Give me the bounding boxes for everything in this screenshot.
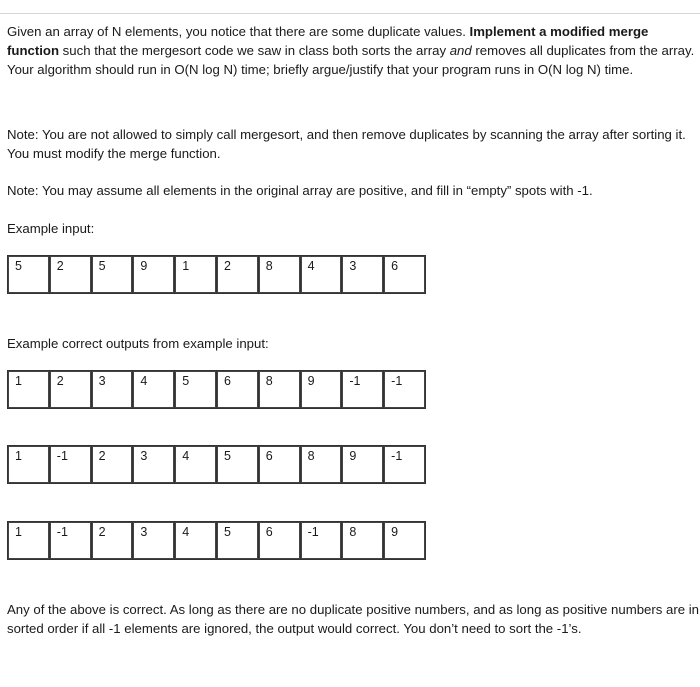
intro-text-1: Given an array of N elements, you notice that there are some duplicate values. xyxy=(7,24,470,39)
array-cell: 9 xyxy=(342,446,384,484)
array-cell: 6 xyxy=(384,256,426,294)
array-cell: 9 xyxy=(133,256,175,294)
note-assume-positive: Note: You may assume all elements in the original array are positive, and fill in “empty” spots with -1. xyxy=(7,183,593,198)
array-cell: 9 xyxy=(300,371,342,409)
array-cell: 2 xyxy=(49,371,91,409)
array-cell: 5 xyxy=(216,446,258,484)
array-cell: 4 xyxy=(300,256,342,294)
note-no-scan: Note: You are not allowed to simply call mergesort, and then remove duplicates by scanning the array after sorting it. You must modify the merge function. xyxy=(7,127,686,161)
intro-paragraph xyxy=(7,22,699,79)
array-cell: 3 xyxy=(133,522,175,560)
array-cell: 2 xyxy=(49,256,91,294)
array-cell: 4 xyxy=(133,371,175,409)
array-cell: 8 xyxy=(342,522,384,560)
array-cell: 3 xyxy=(91,371,133,409)
array-cell: 6 xyxy=(258,446,300,484)
array-cell: 5 xyxy=(8,256,50,294)
array-cell: -1 xyxy=(384,446,426,484)
array-cell: 4 xyxy=(175,522,217,560)
example-input-label: Example input: xyxy=(7,221,95,236)
example-output-array-3 xyxy=(7,521,426,560)
array-cell: 6 xyxy=(216,371,258,409)
array-cell: 2 xyxy=(91,522,133,560)
example-output-array-1 xyxy=(7,370,426,409)
array-cell: -1 xyxy=(49,522,91,560)
array-cell: -1 xyxy=(384,371,426,409)
array-cell: 3 xyxy=(342,256,384,294)
array-cell: 2 xyxy=(216,256,258,294)
intro-text-3: removes all duplicates from the array. Your algorithm should run in O(N log N) time; briefly argue/justify that your program runs in O(N log N) time. xyxy=(7,43,695,77)
array-cell: 1 xyxy=(8,446,50,484)
example-input-array xyxy=(7,255,426,294)
array-cell: 1 xyxy=(175,256,217,294)
array-cell: 8 xyxy=(300,446,342,484)
top-divider xyxy=(0,13,700,14)
array-cell: -1 xyxy=(49,446,91,484)
example-output-array-2 xyxy=(7,445,426,484)
array-cell: 1 xyxy=(8,522,50,560)
intro-text-2: such that the mergesort code we saw in class both sorts the array xyxy=(59,43,450,58)
array-cell: -1 xyxy=(300,522,342,560)
array-cell: 8 xyxy=(258,371,300,409)
array-cell: 9 xyxy=(384,522,426,560)
array-cell: 1 xyxy=(8,371,50,409)
example-outputs-label: Example correct outputs from example input: xyxy=(7,336,269,351)
array-cell: 5 xyxy=(175,371,217,409)
array-cell: 5 xyxy=(91,256,133,294)
array-cell: -1 xyxy=(342,371,384,409)
array-cell: 8 xyxy=(258,256,300,294)
closing-paragraph: Any of the above is correct. As long as there are no duplicate positive numbers, and as long as positive numbers are in sorted order if all -1 elements are ignored, the output would correct. You don’t need to sort the -1’s. xyxy=(7,602,700,636)
array-cell: 2 xyxy=(91,446,133,484)
array-cell: 3 xyxy=(133,446,175,484)
intro-bold-text: Implement a modified merge function xyxy=(7,24,649,58)
array-cell: 6 xyxy=(258,522,300,560)
array-cell: 5 xyxy=(216,522,258,560)
array-cell: 4 xyxy=(175,446,217,484)
intro-italic-text: and xyxy=(449,43,472,58)
